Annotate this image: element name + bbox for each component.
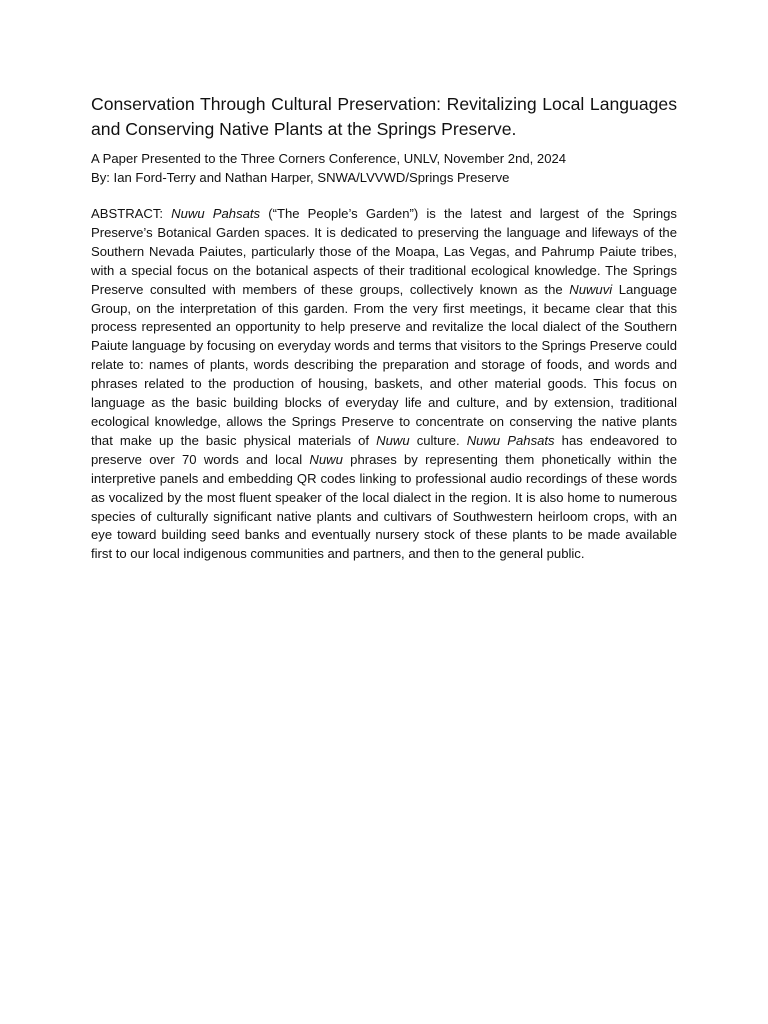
document-page (91, 92, 677, 564)
abstract-text: culture. (409, 432, 467, 448)
garden-name-italic: Nuwu Pahsats (466, 432, 555, 448)
author-line: By: Ian Ford-Terry and Nathan Harper, SNWA/LVVWD/Springs Preserve (91, 170, 510, 185)
garden-name-italic: Nuwu Pahsats (171, 206, 261, 221)
abstract-text: Language Group, on the interpretation of this garden. From the very first meetings, it became clear that this process represented an opportunity to help preserve and revitalize the local dialect of the Southern Paiute language by focusing on everyday words and terms that visitors to the Springs Preserve could relate to: names of plants, words describing the preparation and storage of foods, and words and phrases related to the production of housing, baskets, and other material goods. This focus on language as the basic building blocks of everyday life and culture, and by extension, traditional ecological knowledge, allows the Springs Preserve to concentrate on conserving the native plants that make up the basic physical materials of (91, 281, 677, 448)
nuwu-italic: Nuwu (309, 451, 343, 467)
conference-line: A Paper Presented to the Three Corners Conference, UNLV, November 2nd, 2024 (91, 151, 567, 166)
abstract-text: (“The People’s Garden”) is the latest and largest of the Springs Preserve’s Botanical Garden spaces. It is dedicated to preserving the language and lifeways of the Southern Nevada Paiutes, particularly those of the Moapa, Las Vegas, and Pahrump Paiute tribes, with a special focus on the botanical aspects of their traditional ecological knowledge. The Springs Preserve consulted with members of these groups, collectively known as the (91, 206, 677, 297)
abstract-text: phrases by representing them phonetically within the interpretive panels and embedding QR codes linking to professional audio recordings of these words as vocalized by the most fluent speaker of the local dialect in the region. It is also home to numerous species of culturally significant native plants and cultivars of Southwestern heirloom crops, with an eye toward building seed banks and eventually nursery stock of these plants to be made available first to our local indigenous communities and partners, and then to the general public. (91, 451, 677, 562)
abstract-label: ABSTRACT: (91, 206, 172, 221)
abstract-paragraph (91, 205, 677, 564)
abstract-text: has endeavored to preserve over 70 words and local (91, 432, 678, 467)
language-group-italic: Nuwuvi (569, 281, 613, 297)
document-title: Conservation Through Cultural Preservation: Revitalizing Local Languages and Conserving Native Plants at the Springs Preserve. (91, 94, 677, 139)
nuwu-italic: Nuwu (376, 432, 410, 448)
document-meta (91, 149, 677, 187)
